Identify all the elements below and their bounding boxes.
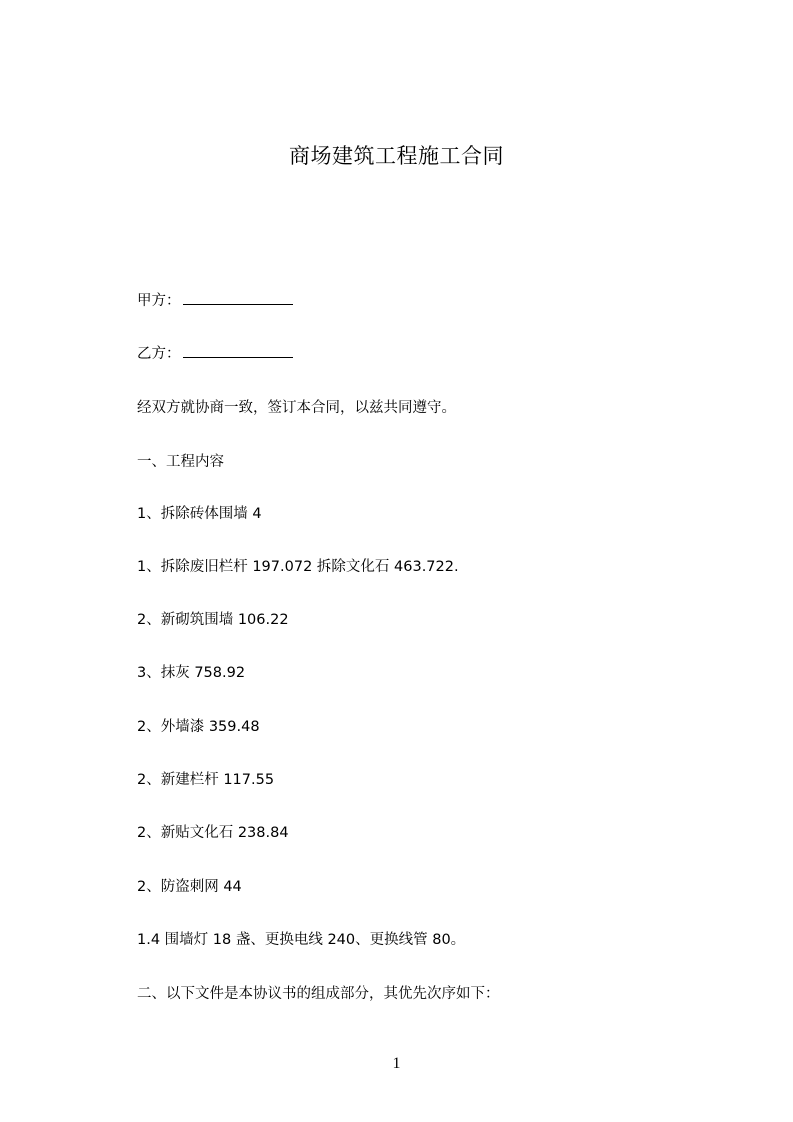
list-item: 2、新贴文化石 238.84 (137, 825, 289, 841)
party-b-blank-field (183, 343, 293, 358)
list-item: 3、抹灰 758.92 (137, 665, 246, 681)
list-item: 1、拆除废旧栏杆 197.072 拆除文化石 463.722. (137, 559, 459, 575)
party-a-line (137, 290, 293, 311)
party-a-label: 甲方： (137, 293, 181, 309)
list-item: 2、外墙漆 359.48 (137, 719, 260, 735)
party-b-label: 乙方： (137, 346, 181, 362)
intro-paragraph: 经双方就协商一致，签订本合同，以兹共同遵守。 (137, 400, 456, 416)
list-item: 1、拆除砖体围墙 4 (137, 506, 262, 522)
list-item: 2、新建栏杆 117.55 (137, 772, 275, 788)
section-2-heading: 二、以下文件是本协议书的组成部分，其优先次序如下： (137, 986, 500, 1002)
list-item: 2、新砌筑围墙 106.22 (137, 612, 289, 628)
document-title: 商场建筑工程施工合同 (289, 144, 504, 168)
party-a-blank-field (183, 290, 293, 305)
page-number: 1 (392, 1055, 401, 1072)
section-1-heading: 一、工程内容 (137, 454, 224, 470)
party-b-line (137, 343, 293, 364)
list-item: 1.4 围墙灯 18 盏、更换电线 240、更换线管 80。 (137, 932, 466, 948)
list-item: 2、防盗刺网 44 (137, 879, 242, 895)
